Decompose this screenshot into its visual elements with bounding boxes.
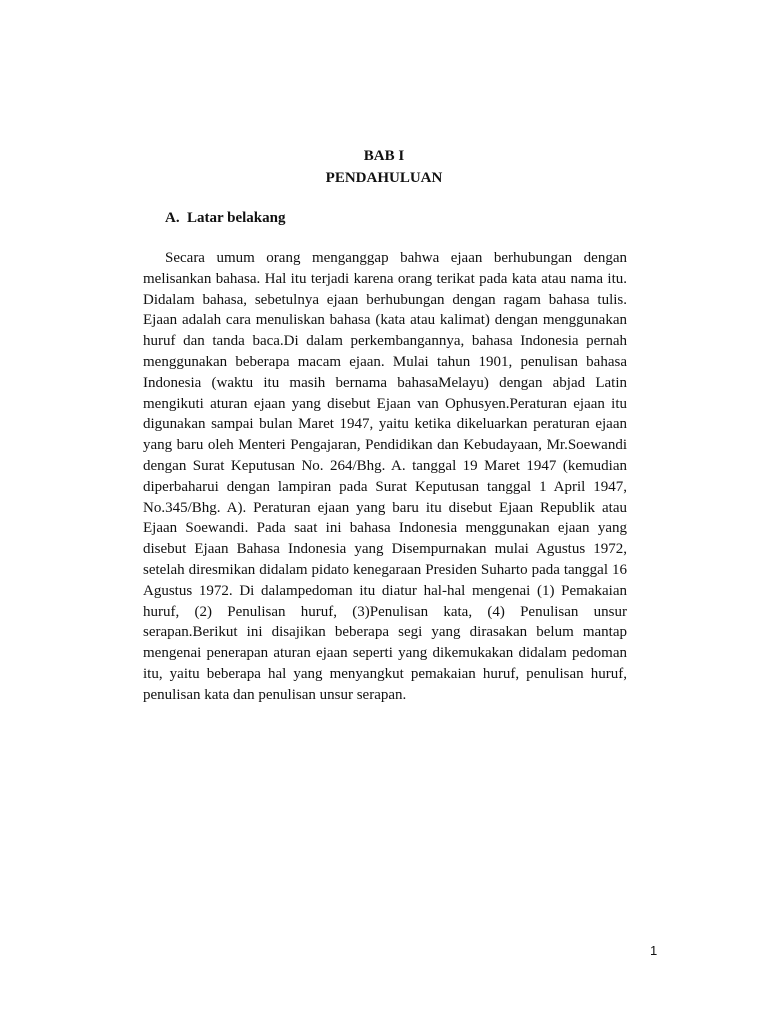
chapter-title: PENDAHULUAN (325, 170, 443, 186)
body-paragraph: Secara umum orang menganggap bahwa ejaan berhubungan dengan melisankan bahasa. Hal itu terjadi karena orang terikat pada kata atau nama itu. Didalam bahasa, sebetulnya ejaan berhubungan dengan ragam bahasa tulis. Ejaan adalah cara menuliskan bahasa (kata atau kalimat) dengan menggunakan huruf dan tanda baca.Di dalam perkembangannya, bahasa Indonesia pernah menggunakan beberapa macam ejaan. Mulai tahun 1901, penulisan bahasa Indonesia (waktu itu masih bernama bahasaMelayu) dengan abjad Latin mengikuti aturan ejaan yang disebut Ejaan van Ophusyen.Peraturan ejaan itu digunakan sampai bulan Maret 1947, yaitu ketika dikeluarkan peraturan ejaan yang baru oleh Menteri Pengajaran, Pendidikan dan Kebudayaan, Mr.Soewandi dengan Surat Keputusan No. 264/Bhg. A. tanggal 19 Maret 1947 (kemudian diperbaharui dengan lampiran pada Surat Keputusan tanggal 1 April 1947, No.345/Bhg. A). Peraturan ejaan yang baru itu disebut Ejaan Republik atau Ejaan Soewandi. Pada saat ini bahasa Indonesia menggunakan ejaan yang disebut Ejaan Bahasa Indonesia yang Disempurnakan mulai Agustus 1972, setelah diresmikan didalam pidato kenegaraan Presiden Suharto pada tanggal 16 Agustus 1972. Di dalampedoman itu diatur hal-hal mengenai (1) Pemakaian huruf, (2) Penulisan huruf, (3)Penulisan kata, (4) Penulisan unsur serapan.Berikut ini disajikan beberapa segi yang dirasakan belum mantap mengenai penerapan aturan ejaan seperti yang dikemukakan didalam pedoman itu, yaitu beberapa hal yang menyangkut pemakaian huruf, penulisan huruf, penulisan kata dan penulisan unsur serapan. (143, 250, 627, 703)
section-heading (165, 207, 286, 229)
section-marker: A. (165, 210, 180, 226)
chapter-number: BAB I (363, 148, 405, 164)
page-number: 1 (650, 943, 658, 958)
section-title: Latar belakang (187, 210, 286, 226)
chapter-heading (0, 145, 768, 189)
